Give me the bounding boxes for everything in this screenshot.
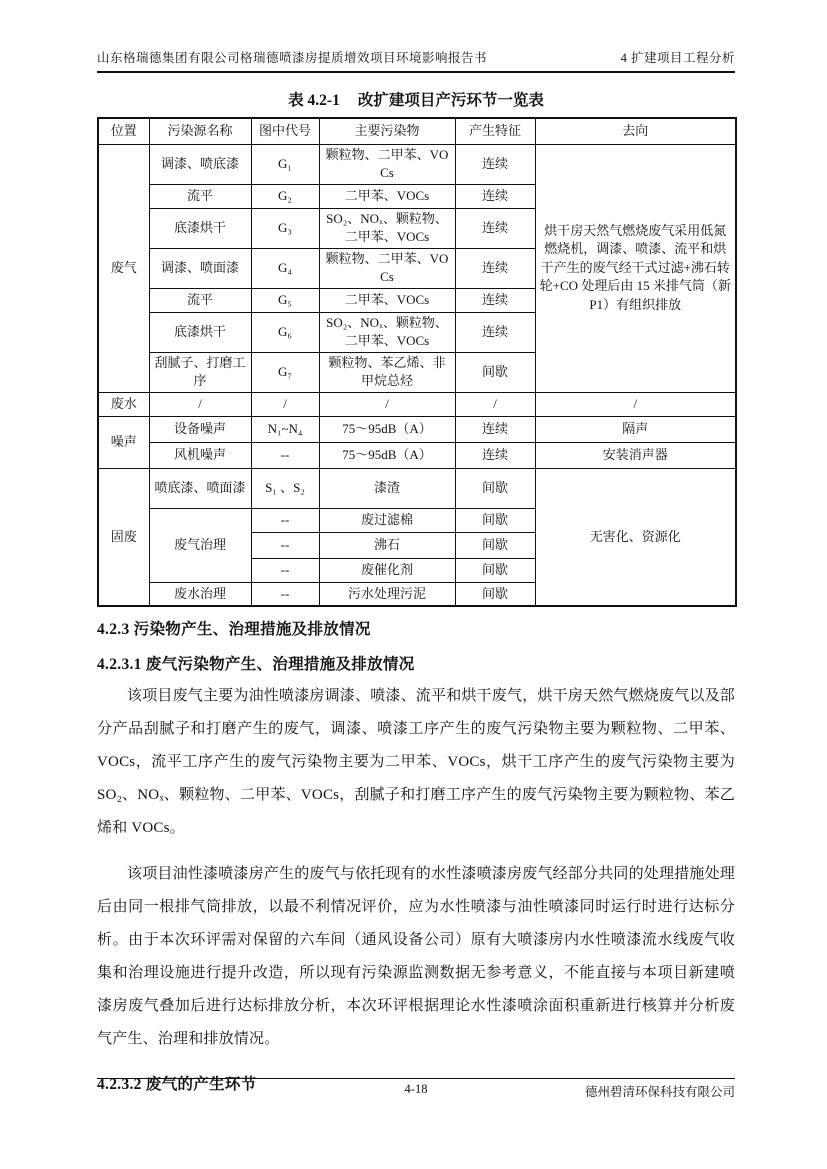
cell-location-waste-gas: 废气 (98, 144, 149, 392)
table-cell: 调漆、喷面漆 (149, 248, 251, 288)
table-cell: 喷底漆、喷面漆 (149, 468, 251, 508)
running-header (97, 0, 735, 73)
cell-waste-gas-destination: 烘干房天然气燃烧废气采用低氮燃烧机，调漆、喷漆、流平和烘干产生的废气经干式过滤+沸石转轮+CO 处理后由 15 米排气筒（新 P1）有组织排放 (535, 144, 736, 392)
table-cell: 废过滤棉 (319, 508, 455, 532)
table-cell: 连续 (455, 288, 535, 312)
table-number: 表 4.2-1 (288, 92, 340, 109)
table-cell: 间歇 (455, 508, 535, 532)
table-row (98, 442, 736, 468)
page-number: 4-18 (404, 1082, 428, 1096)
heading-4-2-3-2: 4.2.3.2 废气的产生环节 (97, 1076, 257, 1093)
table-cell: 75～95dB（A） (319, 416, 455, 442)
table-row (98, 468, 736, 508)
heading-4-2-3: 4.2.3 污染物产生、治理措施及排放情况 (97, 621, 371, 638)
table-cell: 二甲苯、VOCs (319, 184, 455, 208)
table-cell: 间歇 (455, 558, 535, 582)
table-cell: G₁ (251, 144, 319, 184)
table-cell: SO₂、NOₓ、颗粒物、二甲苯、VOCs (319, 312, 455, 352)
table-cell: 流平 (149, 288, 251, 312)
table-cell: 底漆烘干 (149, 312, 251, 352)
table-cell: 连续 (455, 416, 535, 442)
table-cell: 安装消声器 (535, 442, 736, 468)
table-cell: 连续 (455, 208, 535, 248)
table-header-row (98, 118, 736, 144)
col-header-source: 污染源名称 (149, 118, 251, 144)
table-cell: 连续 (455, 442, 535, 468)
col-header-code: 图中代号 (251, 118, 319, 144)
table-cell: G₃ (251, 208, 319, 248)
table-row (98, 392, 736, 416)
table-cell: 连续 (455, 184, 535, 208)
table-cell: -- (251, 508, 319, 532)
table-cell: -- (251, 442, 319, 468)
table-cell: / (149, 392, 251, 416)
col-header-location: 位置 (98, 118, 149, 144)
table-cell: 间歇 (455, 582, 535, 606)
page-content (97, 0, 735, 1094)
table-cell: 废水治理 (149, 582, 251, 606)
header-right-text: 4 扩建项目工程分析 (620, 51, 735, 65)
table-cell: 颗粒物、二甲苯、VOCs (319, 144, 455, 184)
body-paragraph: 该项目油性漆喷漆房产生的废气与依托现有的水性漆喷漆房废气经部分共同的处理措施处理后由同一根排气筒排放，以最不利情况评价，应为水性喷漆与油性喷漆同时运行时进行达标分析。由于本次环评需对保留的六车间（通风设备公司）原有大喷漆房内水性喷漆流水线废气收集和治理设施进行提升改造，所以现有污染源监测数据无参考意义，不能直接与本项目新建喷漆房废气叠加后进行达标排放分析，本次环评根据理论水性漆喷涂面积重新进行核算并分析废气产生、治理和排放情况。 (97, 866, 736, 1047)
table-cell: 间歇 (455, 532, 535, 558)
cell-location-solid-waste: 固废 (98, 468, 149, 606)
table-cell: 间歇 (455, 352, 535, 392)
cell-location-wastewater: 废水 (98, 392, 149, 416)
table-cell: -- (251, 532, 319, 558)
table-cell: / (455, 392, 535, 416)
col-header-pattern: 产生特征 (455, 118, 535, 144)
table-cell: 污水处理污泥 (319, 582, 455, 606)
table-cell: -- (251, 558, 319, 582)
table-cell: 二甲苯、VOCs (319, 288, 455, 312)
table-cell: 废催化剂 (319, 558, 455, 582)
table-cell: G₆ (251, 312, 319, 352)
table-cell: SO₂、NOₓ、颗粒物、二甲苯、VOCs (319, 208, 455, 248)
table-cell: 流平 (149, 184, 251, 208)
table-cell: 连续 (455, 312, 535, 352)
table-cell: 间歇 (455, 468, 535, 508)
col-header-pollutants: 主要污染物 (319, 118, 455, 144)
footer-company-name: 德州碧清环保科技有限公司 (584, 1085, 735, 1099)
table-cell: G₇ (251, 352, 319, 392)
running-footer (97, 1078, 735, 1102)
table-cell: 75～95dB（A） (319, 442, 455, 468)
table-cell: G₅ (251, 288, 319, 312)
heading-4-2-3-1: 4.2.3.1 废气污染物产生、治理措施及排放情况 (97, 656, 415, 673)
table-row (98, 144, 736, 184)
table-cell: 颗粒物、苯乙烯、非甲烷总烃 (319, 352, 455, 392)
table-cell: 设备噪声 (149, 416, 251, 442)
table-cell: 颗粒物、二甲苯、VOCs (319, 248, 455, 288)
table-cell: / (535, 392, 736, 416)
table-title (97, 88, 735, 110)
body-paragraph: 该项目废气主要为油性喷漆房调漆、喷漆、流平和烘干废气，烘干房天然气燃烧废气以及部分产品刮腻子和打磨产生的废气，调漆、喷漆工序产生的废气污染物主要为颗粒物、二甲苯、VOCs，流平工序产生的废气污染物主要为二甲苯、VOCs，烘干工序产生的废气污染物主要为 SO₂、NOₓ、颗粒物、二甲苯、VOCs，刮腻子和打磨工序产生的废气污染物主要为颗粒物、苯乙烯和 VOCs。 (97, 688, 736, 836)
table-cell: 调漆、喷底漆 (149, 144, 251, 184)
table-cell: / (319, 392, 455, 416)
table-cell: 底漆烘干 (149, 208, 251, 248)
cell-solid-waste-destination: 无害化、资源化 (535, 468, 736, 606)
table-cell: 刮腻子、打磨工序 (149, 352, 251, 392)
table-cell: G₂ (251, 184, 319, 208)
col-header-destination: 去向 (535, 118, 736, 144)
table-cell: N₁~N₄ (251, 416, 319, 442)
table-cell: 废气治理 (149, 508, 251, 582)
cell-location-noise: 噪声 (98, 416, 149, 468)
table-cell: 沸石 (319, 532, 455, 558)
table-cell: 连续 (455, 248, 535, 288)
table-row (98, 416, 736, 442)
pollution-overview-table (97, 117, 737, 607)
header-left-text: 山东格瑞德集团有限公司格瑞德喷漆房提质增效项目环境影响报告书 (97, 51, 488, 65)
table-cell: G₄ (251, 248, 319, 288)
table-caption: 改扩建项目产污环节一览表 (357, 92, 544, 109)
table-cell: / (251, 392, 319, 416)
table-cell: 风机噪声 (149, 442, 251, 468)
table-cell: -- (251, 582, 319, 606)
table-cell: S₁ 、S₂ (251, 468, 319, 508)
table-cell: 连续 (455, 144, 535, 184)
table-cell: 隔声 (535, 416, 736, 442)
table-cell: 漆渣 (319, 468, 455, 508)
